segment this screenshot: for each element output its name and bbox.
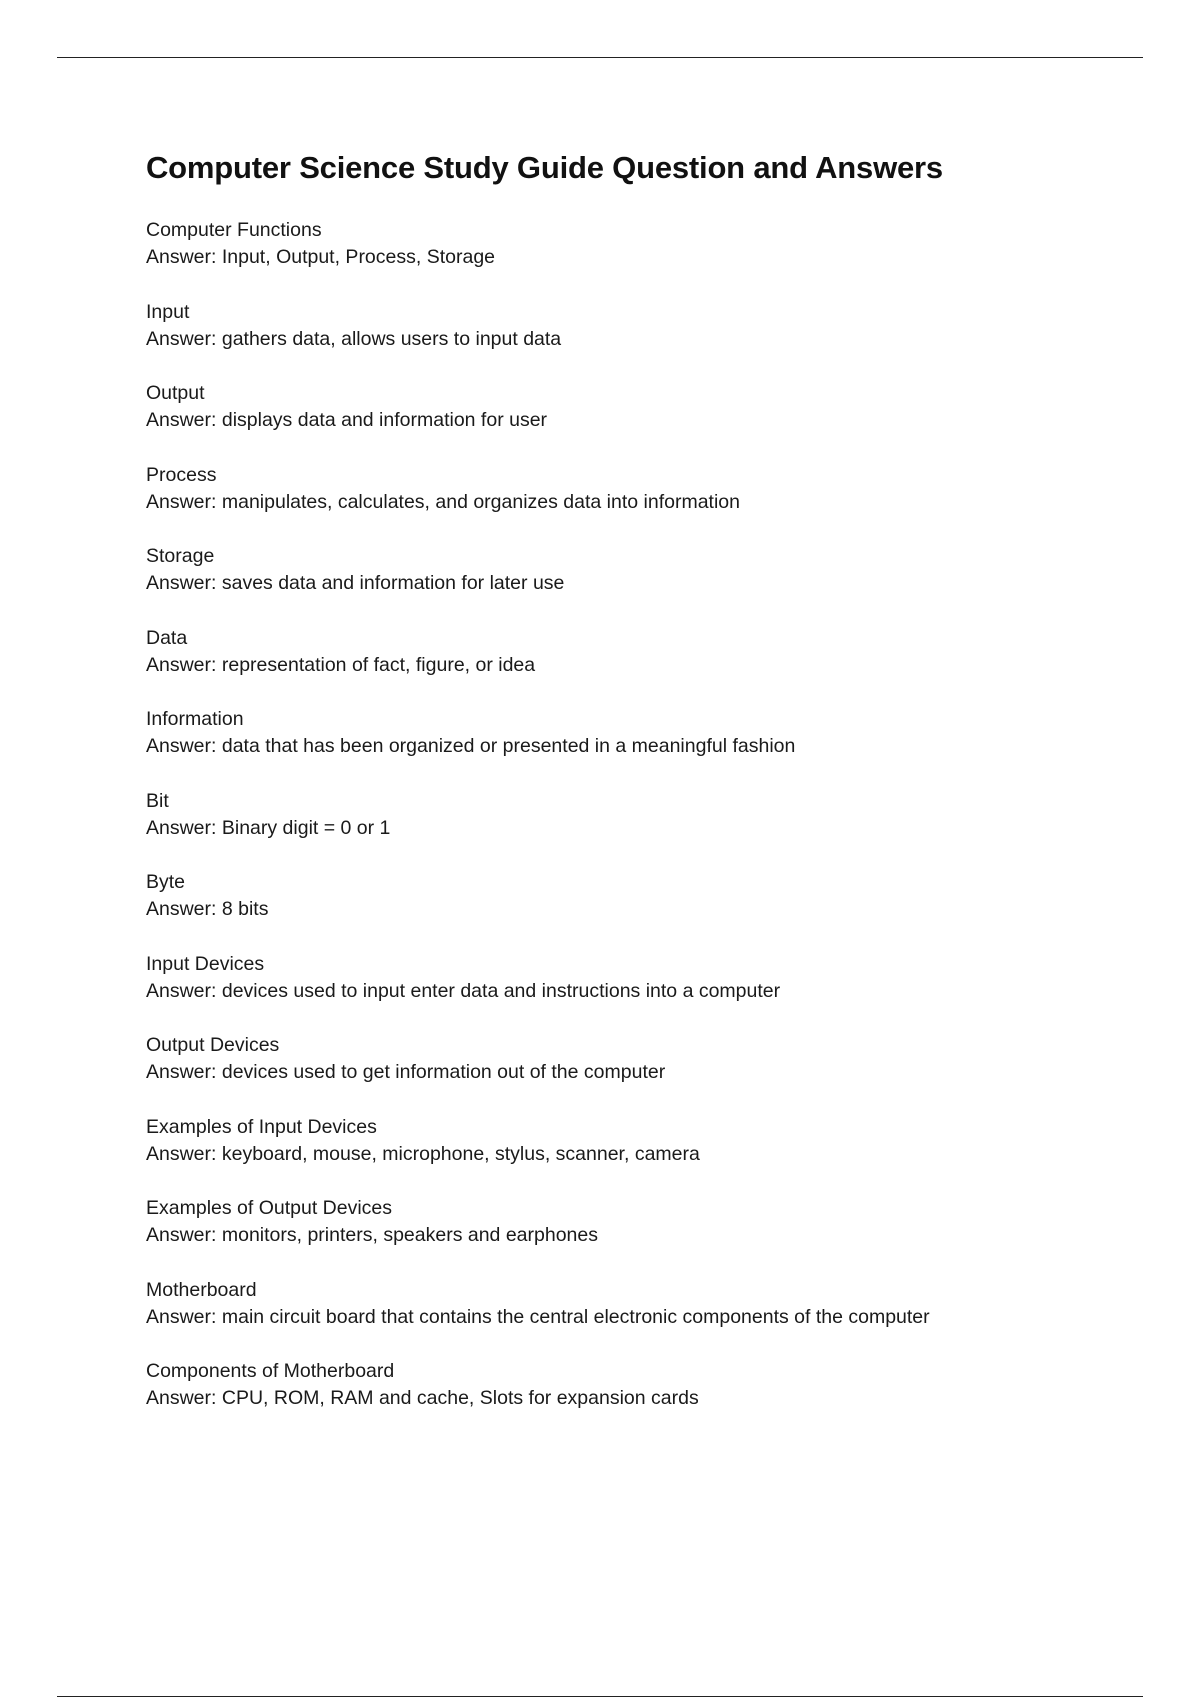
- qa-item: [146, 1277, 1126, 1359]
- qa-item: [146, 706, 1126, 788]
- qa-item: [146, 625, 1126, 707]
- qa-question: Motherboard: [146, 1278, 257, 1301]
- document-title: Computer Science Study Guide Question and Answers: [146, 150, 943, 185]
- qa-answer: Answer: devices used to get information out of the computer: [146, 1061, 666, 1083]
- qa-item: [146, 380, 1126, 462]
- qa-item: [146, 951, 1126, 1033]
- qa-question: Process: [146, 463, 217, 486]
- qa-question: Output Devices: [146, 1034, 280, 1056]
- qa-question: Input: [146, 300, 190, 323]
- qa-question: Examples of Input Devices: [146, 1115, 377, 1138]
- qa-question: Byte: [146, 871, 186, 893]
- top-divider: [57, 57, 1143, 58]
- qa-item: [146, 1032, 1126, 1114]
- qa-answer: Answer: representation of fact, figure, or idea: [146, 653, 536, 676]
- qa-answer: Answer: main circuit board that contains the central electronic components of the computer: [146, 1305, 930, 1328]
- qa-question: Components of Motherboard: [146, 1360, 395, 1382]
- qa-list: [146, 217, 1126, 1440]
- qa-answer: Answer: manipulates, calculates, and organizes data into information: [146, 490, 740, 513]
- qa-item: [146, 788, 1126, 870]
- qa-question: Bit: [146, 789, 169, 812]
- qa-answer: Answer: Binary digit = 0 or 1: [146, 816, 391, 839]
- bottom-divider: [57, 1696, 1143, 1697]
- qa-question: Computer Functions: [146, 219, 322, 241]
- qa-answer: Answer: gathers data, allows users to input data: [146, 327, 562, 350]
- qa-item: [146, 217, 1126, 299]
- qa-item: [146, 1114, 1126, 1196]
- qa-answer: Answer: 8 bits: [146, 898, 269, 920]
- qa-answer: Answer: data that has been organized or presented in a meaningful fashion: [146, 735, 796, 757]
- qa-item: [146, 299, 1126, 381]
- qa-answer: Answer: keyboard, mouse, microphone, stylus, scanner, camera: [146, 1142, 700, 1165]
- qa-answer: Answer: devices used to input enter data and instructions into a computer: [146, 979, 781, 1002]
- document-body: [146, 146, 1126, 1440]
- qa-question: Output: [146, 382, 205, 404]
- qa-answer: Answer: displays data and information for user: [146, 409, 548, 431]
- qa-answer: Answer: saves data and information for later use: [146, 572, 565, 594]
- qa-item: [146, 462, 1126, 544]
- qa-answer: Answer: monitors, printers, speakers and earphones: [146, 1224, 598, 1246]
- qa-question: Examples of Output Devices: [146, 1197, 393, 1219]
- qa-item: [146, 1195, 1126, 1277]
- qa-question: Information: [146, 708, 244, 730]
- qa-item: [146, 869, 1126, 951]
- qa-answer: Answer: Input, Output, Process, Storage: [146, 246, 496, 268]
- qa-question: Storage: [146, 545, 215, 567]
- qa-answer: Answer: CPU, ROM, RAM and cache, Slots for expansion cards: [146, 1387, 699, 1409]
- qa-question: Input Devices: [146, 952, 265, 975]
- qa-item: [146, 543, 1126, 625]
- qa-question: Data: [146, 626, 188, 649]
- qa-item: [146, 1358, 1126, 1440]
